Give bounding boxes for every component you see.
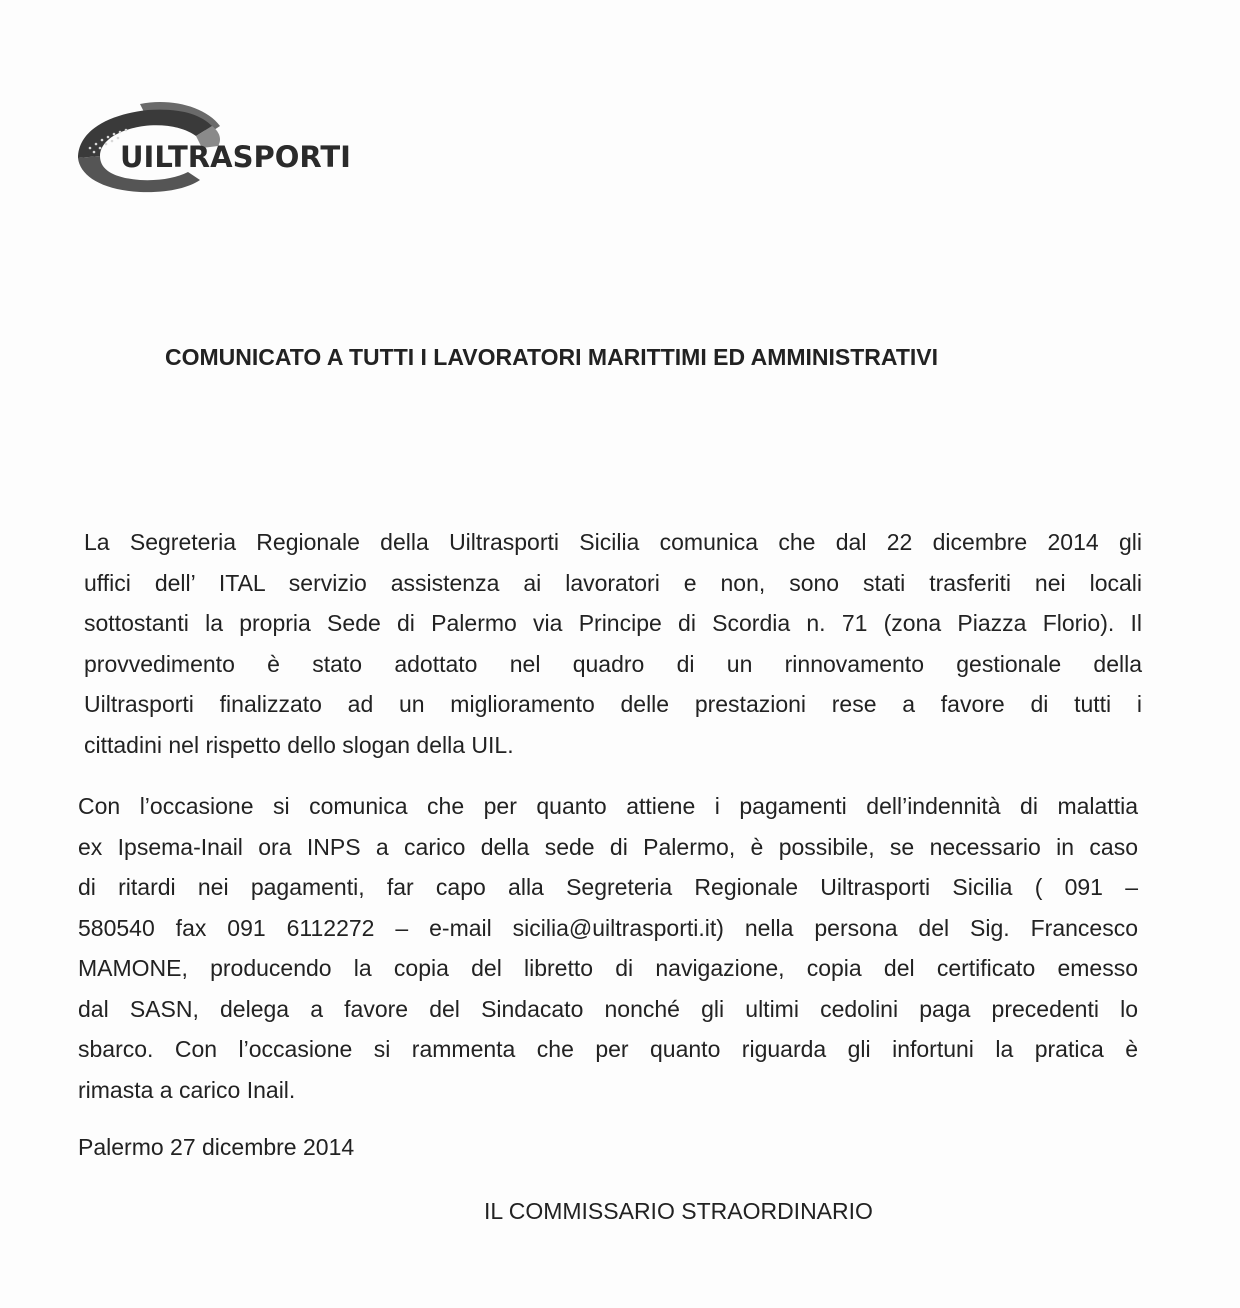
paragraph-1-line: cittadini nel rispetto dello slogan della UIL.	[84, 731, 514, 758]
paragraph-2-line: 580540 fax 091 6112272 – e-mail sicilia@uiltrasporti.it) nella persona del Sig. Francesco	[78, 914, 1138, 941]
paragraph-2-line: Con l’occasione si comunica che per quanto attiene i pagamenti dell’indennità di malattia	[78, 793, 1138, 819]
paragraph-2	[78, 786, 1138, 1110]
logo-text: UILTRASPORTI	[120, 140, 351, 174]
paragraph-1-line: Uiltrasporti finalizzato ad un miglioramento delle prestazioni rese a favore di tutti i	[84, 691, 1142, 717]
paragraph-2-line: dal SASN, delega a favore del Sindacato nonché gli ultimi cedolini paga precedenti lo	[78, 995, 1138, 1022]
paragraph-1-line: La Segreteria Regionale della Uiltrasporti Sicilia comunica che dal 22 dicembre 2014 gli	[84, 529, 1142, 555]
paragraph-1-line: uffici dell’ ITAL servizio assistenza ai lavoratori e non, sono stati trasferiti nei locali	[84, 569, 1142, 596]
paragraph-2-line: sbarco. Con l’occasione si rammenta che per quanto riguarda gli infortuni la pratica è	[78, 1036, 1138, 1062]
paragraph-1-line: provvedimento è stato adottato nel quadro di un rinnovamento gestionale della	[84, 650, 1142, 677]
paragraph-2-line: di ritardi nei pagamenti, far capo alla Segreteria Regionale Uiltrasporti Sicilia ( 091 –	[78, 874, 1138, 900]
paragraph-2-line: ex Ipsema-Inail ora INPS a carico della sede di Palermo, è possibile, se necessario in caso	[78, 833, 1138, 860]
paragraph-2-line: MAMONE, producendo la copia del libretto di navigazione, copia del certificato emesso	[78, 955, 1138, 981]
signature-title: IL COMMISSARIO STRAORDINARIO	[484, 1198, 873, 1224]
paragraph-1	[84, 522, 1142, 765]
paragraph-2-line: rimasta a carico Inail.	[78, 1076, 296, 1103]
place-date: Palermo 27 dicembre 2014	[78, 1134, 355, 1160]
paragraph-1-line: sottostanti la propria Sede di Palermo via Principe di Scordia n. 71 (zona Piazza Florio). Il	[84, 610, 1142, 636]
uiltrasporti-logo	[70, 96, 415, 196]
document-heading: COMUNICATO A TUTTI I LAVORATORI MARITTIMI ED AMMINISTRATIVI	[165, 344, 938, 370]
